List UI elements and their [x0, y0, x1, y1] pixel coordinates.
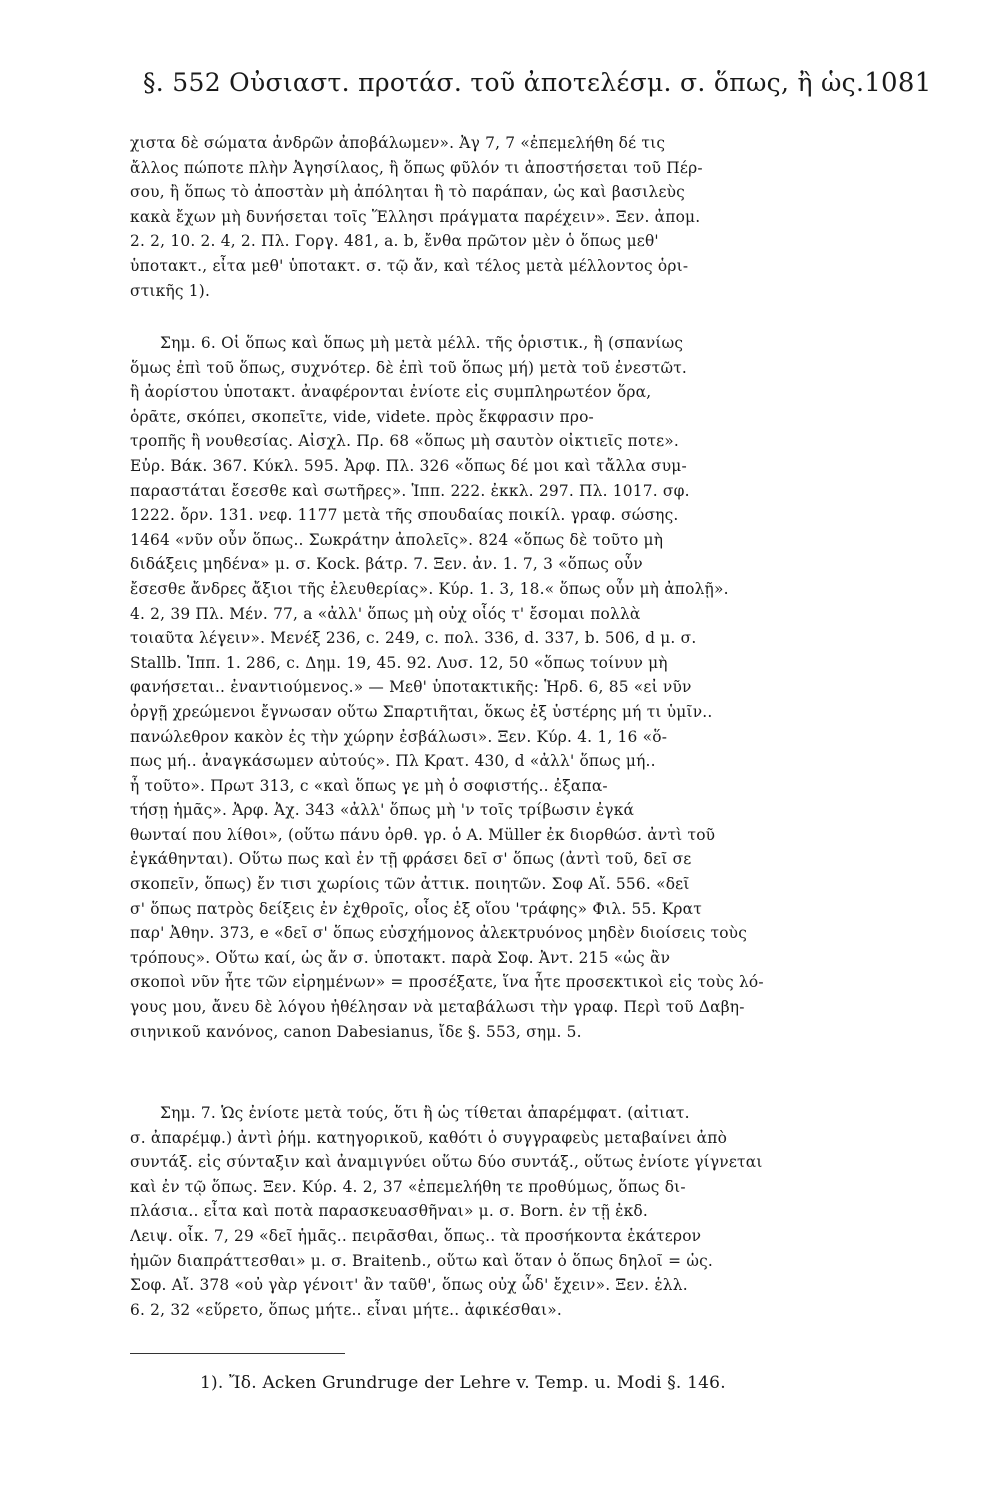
text-line: πανώλεθρον κακὸν ἐς τὴν χώρην ἐσβάλωσι». Ξεν. Κύρ. 4. 1, 16 «ὅ- — [130, 727, 668, 746]
text-line: Σημ. 7. Ὡς ἐνίοτε μετὰ τούς, ὅτι ἢ ὡς τίθεται ἀπαρέμφατ. (αἰτιατ. — [160, 1104, 690, 1122]
text-line: Σοφ. Αἴ. 378 «οὐ γὰρ γένοιτ' ἂν ταῦθ', ὅπως οὐχ ὧδ' ἔχειν». Ξεν. ἑλλ. — [130, 1276, 688, 1295]
text-line: παρ' Ἀθην. 373, e «δεῖ σ' ὅπως εὐσχήμονος ἀλεκτρυόνος μηδὲν διοίσεις τοὺς — [130, 924, 748, 943]
text-line: κακὰ ἔχων μὴ δυνήσεται τοῖς Ἕλλησι πράγματα παρέχειν». Ξεν. ἀπομ. — [130, 207, 701, 226]
text-line: 1464 «νῦν οὖν ὅπως.. Σωκράτην ἀπολεῖς». 824 «ὅπως δὲ τοῦτο μὴ — [130, 530, 664, 549]
text-line: τοιαῦτα λέγειν». Μενέξ 236, c. 249, c. πολ. 336, d. 337, b. 506, d μ. σ. — [130, 629, 697, 648]
text-line: τήσῃ ἡμᾶς». Ἀρφ. Ἀχ. 343 «ἀλλ' ὅπως μὴ 'ν τοῖς τρίβωσιν ἐγκά — [130, 801, 635, 820]
text-line: ὀργῇ χρεώμενοι ἔγνωσαν οὕτω Σπαρτιῆται, ὅκως ἐξ ὑστέρης μή τι ὑμῖν.. — [130, 702, 713, 721]
text-line: 4. 2, 39 Πλ. Μέν. 77, a «ἀλλ' ὅπως μὴ οὐχ οἷός τ' ἔσομαι πολλὰ — [130, 604, 641, 623]
text-line: 6. 2, 32 «εὕρετο, ὅπως μήτε.. εἶναι μήτε.. ἀφικέσθαι». — [130, 1300, 562, 1319]
footnote: 1). Ἴδ. Acken Grundruge der Lehre v. Temp. u. Modi §. 146. — [200, 1373, 726, 1393]
text-line: Λειψ. οἶκ. 7, 29 «δεῖ ἡμᾶς.. πειρᾶσθαι, ὅπως.. τὰ προσήκοντα ἑκάτερον — [130, 1226, 702, 1245]
text-line: Stallb. Ἱππ. 1. 286, c. Δημ. 19, 45. 92. Λυσ. 12, 50 «ὅπως τοίνυν μὴ — [130, 653, 668, 672]
text-line: φανήσεται.. ἐναντιούμενος.» — Μεθ' ὑποτακτικῆς: Ἡρδ. 6, 85 «εἰ νῦν — [130, 678, 692, 697]
footnote-divider — [130, 1353, 345, 1354]
text-line: παραστάται ἔσεσθε καὶ σωτῆρες». Ἱππ. 222. ἐκκλ. 297. Πλ. 1017. σφ. — [130, 481, 690, 500]
paragraph-note-7 — [130, 1101, 825, 1322]
text-line: ἄλλος πώποτε πλὴν Ἀγησίλαος, ἢ ὅπως φῦλόν τι ἀποστήσεται τοῦ Πέρ- — [130, 158, 703, 177]
paragraph — [130, 131, 825, 303]
header-section-title: §. 552 Οὐσιαστ. προτάσ. τοῦ ἀποτελέσμ. σ. ὅπως, ἢ ὡς. — [143, 68, 865, 97]
text-line: σου, ἢ ὅπως τὸ ἀποστὰν μὴ ἀπόληται ἢ τὸ παράπαν, ὡς καὶ βασιλεὺς — [130, 183, 685, 202]
text-line: χιστα δὲ σώματα ἀνδρῶν ἀποβάλωμεν». Ἀγ 7, 7 «ἐπεμελήθη δέ τις — [130, 134, 666, 152]
text-line: γους μου, ἄνευ δὲ λόγου ἠθέλησαν νὰ μεταβάλωσι τὴν γραφ. Περὶ τοῦ Δαβη- — [130, 998, 745, 1017]
text-line: ἐγκάθηνται). Οὕτω πως καὶ ἐν τῇ φράσει δεῖ σ' ὅπως (ἀντὶ τοῦ, δεῖ σε — [130, 850, 692, 869]
text-line: ἢ ἀορίστου ὑποτακτ. ἀναφέρονται ἐνίοτε εἰς συμπληρωτέον ὅρα, — [130, 383, 652, 402]
text-line: 1222. ὄρν. 131. νεφ. 1177 μετὰ τῆς σπουδαίας ποικίλ. γραφ. σώσης. — [130, 506, 679, 525]
text-line: ἡμῶν διαπράττεσθαι» μ. σ. Braitenb., οὕτω καὶ ὅταν ὁ ὅπως δηλοῖ = ὡς. — [130, 1251, 713, 1270]
text-line: τρόπους». Οὕτω καί, ὡς ἄν σ. ὑποτακτ. παρὰ Σοφ. Ἀντ. 215 «ὡς ἂν — [130, 948, 671, 967]
text-line: στικῆς 1). — [130, 281, 211, 300]
text-line: πως μή.. ἀναγκάσωμεν αὐτούς». Πλ Κρατ. 430, d «ἀλλ' ὅπως μή.. — [130, 752, 656, 771]
text-line: πλάσια.. εἶτα καὶ ποτὰ παρασκευασθῆναι» μ. σ. Born. ἐν τῇ ἐκδ. — [130, 1202, 648, 1221]
text-line: συντάξ. εἰς σύνταξιν καὶ ἀναμιγνύει οὕτω δύο συντάξ., οὕτως ἐνίοτε γίγνεται — [130, 1153, 763, 1172]
text-line: διδάξεις μηδένα» μ. σ. Kock. βάτρ. 7. Ξεν. ἀν. 1. 7, 3 «ὅπως οὖν — [130, 555, 643, 574]
text-line: ἦ τοῦτο». Πρωτ 313, c «καὶ ὅπως γε μὴ ὁ σοφιστής.. ἐξαπα- — [130, 776, 608, 795]
text-line: Εὐρ. Βάκ. 367. Κύκλ. 595. Ἀρφ. Πλ. 326 «ὅπως δέ μοι καὶ τἄλλα συμ- — [130, 456, 687, 475]
text-line: 2. 2, 10. 2. 4, 2. Πλ. Γοργ. 481, a. b, ἔνθα πρῶτον μὲν ὁ ὅπως μεθ' — [130, 232, 659, 251]
page-number: 1081 — [864, 68, 932, 98]
text-line: σ' ὅπως πατρὸς δείξεις ἐν ἐχθροῖς, οἷος ἐξ οἵου 'τράφης» Φιλ. 55. Κρατ — [130, 899, 702, 918]
text-line: σιηνικοῦ κανόνος, canon Dabesianus, ἴδε §. 553, σημ. 5. — [130, 1022, 582, 1041]
text-line: τροπῆς ἢ νουθεσίας. Αἰσχλ. Πρ. 68 «ὅπως μὴ σαυτὸν οἰκτιεῖς ποτε». — [130, 432, 680, 451]
text-line: σκοπεῖν, ὅπως) ἔν τισι χωρίοις τῶν ἀττικ. ποιητῶν. Σοφ Αἴ. 556. «δεῖ — [130, 875, 690, 894]
paragraph-note-6 — [130, 331, 825, 1044]
text-line: ὁρᾶτε, σκόπει, σκοπεῖτε, vide, videte. πρὸς ἔκφρασιν προ- — [130, 407, 594, 426]
running-header — [143, 68, 932, 98]
text-line: σ. ἀπαρέμφ.) ἀντὶ ῥήμ. κατηγορικοῦ, καθότι ὁ συγγραφεὺς μεταβαίνει ἀπὸ — [130, 1128, 728, 1147]
text-line: σκοποὶ νῦν ἦτε τῶν εἰρημένων» = προσέξατε, ἵνα ἦτε προσεκτικοὶ εἰς τοὺς λό- — [130, 973, 764, 992]
text-line: Σημ. 6. Οἱ ὅπως καὶ ὅπως μὴ μετὰ μέλλ. τῆς ὁριστικ., ἢ (σπανίως — [160, 334, 684, 352]
text-line: καὶ ἐν τῷ ὅπως. Ξεν. Κύρ. 4. 2, 37 «ἐπεμελήθη τε προθύμως, ὅπως δι- — [130, 1177, 686, 1196]
text-line: ὑποτακτ., εἶτα μεθ' ὑποτακτ. σ. τῷ ἄν, καὶ τέλος μετὰ μέλλοντος ὁρι- — [130, 256, 689, 275]
text-line: θωνταί που λίθοι», (οὕτω πάνυ ὀρθ. γρ. ὁ A. Müller ἐκ διορθώσ. ἀντὶ τοῦ — [130, 825, 716, 844]
text-line: ὅμως ἐπὶ τοῦ ὅπως, συχνότερ. δὲ ἐπὶ τοῦ ὅπως μή) μετὰ τοῦ ἐνεστῶτ. — [130, 358, 688, 377]
text-line: ἔσεσθε ἄνδρες ἄξιοι τῆς ἐλευθερίας». Κύρ. 1. 3, 18.« ὅπως οὖν μὴ ἀπολῇ». — [130, 579, 729, 598]
